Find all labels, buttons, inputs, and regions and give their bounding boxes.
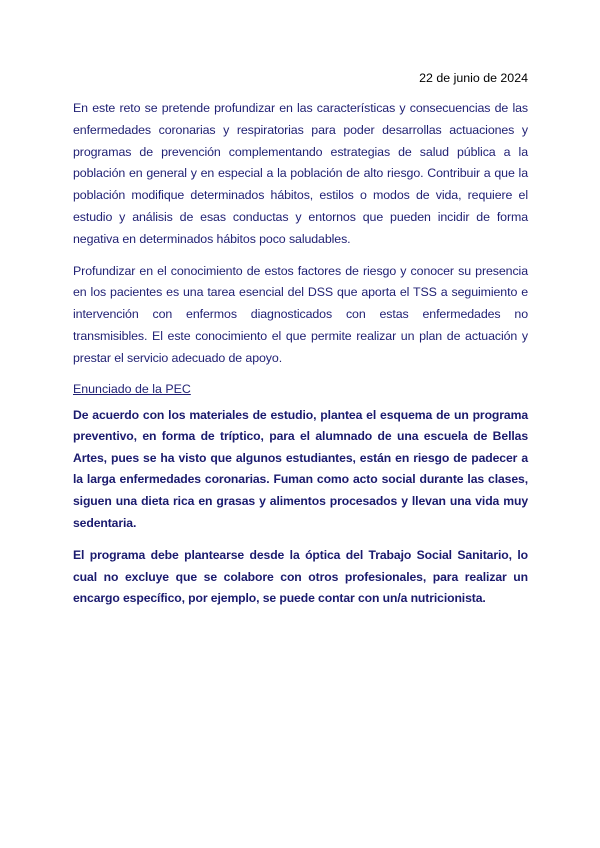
intro-paragraph-1: En este reto se pretende profundizar en las características y consecuencias de las enfermedades coronarias y respiratorias para poder desarrollas actuaciones y programas de prevención complementando estrategias de salud pública a la población en general y en especial a la población de alto riesgo. Contribuir a que la población modifique determinados hábitos, estilos o modos de vida, requiere el estudio y análisis de esas conductas y entornos que pueden incidir de forma negativa en determinados hábitos poco saludables. xyxy=(73,101,528,246)
section-heading: Enunciado de la PEC xyxy=(73,381,191,396)
statement-paragraph-1: De acuerdo con los materiales de estudio, plantea el esquema de un programa preventivo, en forma de tríptico, para el alumnado de una escuela de Bellas Artes, pues se ha visto que algunos estudiantes, están en riesgo de padecer a la larga enfermedades coronarias. Fuman como acto social durante las clases, siguen una dieta rica en grasas y alimentos procesados y llevan una vida muy sedentaria. xyxy=(73,407,528,530)
intro-paragraph-2: Profundizar en el conocimiento de estos factores de riesgo y conocer su presencia en los pacientes es una tarea esencial del DSS que aporta el TSS a seguimiento e intervención con enfermos diagnosticados con estas enfermedades no transmisibles. El este conocimiento el que permite realizar un plan de actuación y prestar el servicio adecuado de apoyo. xyxy=(73,263,528,365)
statement-paragraph-2: El programa debe plantearse desde la óptica del Trabajo Social Sanitario, lo cual no excluye que se colabore con otros profesionales, para realizar un encargo específico, por ejemplo, se puede contar con un/a nutricionista. xyxy=(73,548,528,606)
document-date: 22 de junio de 2024 xyxy=(419,71,528,85)
